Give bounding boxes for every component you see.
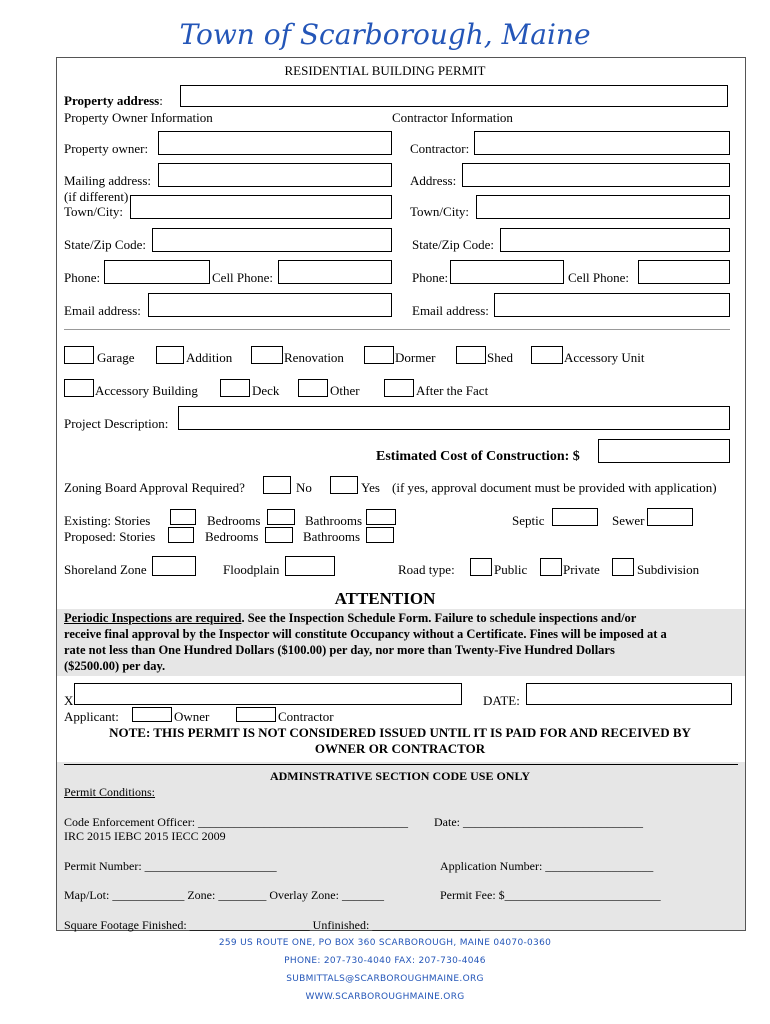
applicant-contractor-checkbox[interactable] xyxy=(236,707,276,722)
estimated-cost-label: Estimated Cost of Construction: $ xyxy=(376,449,580,464)
renovation-label: Renovation xyxy=(284,350,344,365)
contractor-phone-input[interactable] xyxy=(450,260,564,284)
admin-panel xyxy=(57,762,745,930)
contractor-town-input[interactable] xyxy=(476,195,730,219)
existing-bedrooms-label: Bedrooms xyxy=(207,513,261,528)
permit-fee-line: Permit Fee: $__________________________ xyxy=(440,888,661,902)
shed-checkbox[interactable] xyxy=(456,346,486,364)
public-label: Public xyxy=(494,562,528,577)
after-fact-label: After the Fact xyxy=(416,383,489,398)
admin-divider xyxy=(64,764,738,765)
footer-email[interactable]: SUBMITTALS@SCARBOROUGHMAINE.ORG xyxy=(286,974,484,984)
attention-heading: ATTENTION xyxy=(334,589,436,608)
contractor-info-heading: Contractor Information xyxy=(392,110,513,125)
subdivision-checkbox[interactable] xyxy=(612,558,634,576)
admin-heading: ADMINSTRATIVE SECTION CODE USE ONLY xyxy=(269,769,531,783)
existing-stories-input[interactable] xyxy=(170,509,196,525)
public-checkbox[interactable] xyxy=(470,558,492,576)
proposed-stories-label: Proposed: Stories xyxy=(64,529,156,544)
garage-checkbox[interactable] xyxy=(64,346,94,364)
square-footage-line: Square Footage Finished: ____________________ Unfinished: __________________ xyxy=(64,918,481,932)
if-different-label: (if different) xyxy=(64,189,129,204)
footer-phone: PHONE: 207-730-4040 FAX: 207-730-4046 xyxy=(284,956,486,966)
property-owner-label: Property owner: xyxy=(64,141,149,156)
contractor-cell-label: Cell Phone: xyxy=(568,270,630,285)
septic-checkbox[interactable] xyxy=(552,508,598,526)
addition-checkbox[interactable] xyxy=(156,346,184,364)
shed-label: Shed xyxy=(487,350,513,365)
existing-stories-label: Existing: Stories xyxy=(64,513,151,528)
attention-line-4: ($2500.00) per day. xyxy=(64,659,166,673)
existing-bathrooms-input[interactable] xyxy=(366,509,396,525)
contractor-state-input[interactable] xyxy=(500,228,730,252)
mailing-address-label: Mailing address: xyxy=(64,173,152,188)
zoning-no-label: No xyxy=(296,480,312,495)
contractor-address-input[interactable] xyxy=(462,163,730,187)
private-checkbox[interactable] xyxy=(540,558,562,576)
shoreland-zone-label: Shoreland Zone xyxy=(64,562,147,577)
date-label: DATE: xyxy=(483,693,520,708)
accessory-unit-label: Accessory Unit xyxy=(564,350,645,365)
contractor-phone-label: Phone: xyxy=(412,270,449,285)
project-description-input[interactable] xyxy=(178,406,730,430)
dormer-checkbox[interactable] xyxy=(364,346,394,364)
floodplain-label: Floodplain xyxy=(223,562,280,577)
zoning-no-checkbox[interactable] xyxy=(263,476,291,494)
owner-email-label: Email address: xyxy=(64,303,141,318)
project-description-label: Project Description: xyxy=(64,416,169,431)
admin-date-line: Date: ______________________________ xyxy=(434,815,643,829)
proposed-stories-input[interactable] xyxy=(168,527,194,543)
attention-line-3: rate not less than One Hundred Dollars ($100.00) per day, nor more than Twenty-Five Hundred Dollars xyxy=(64,643,615,657)
owner-info-heading: Property Owner Information xyxy=(64,110,213,125)
proposed-bedrooms-label: Bedrooms xyxy=(205,529,259,544)
proposed-bathrooms-input[interactable] xyxy=(366,527,394,543)
signature-input[interactable] xyxy=(74,683,462,705)
existing-bathrooms-label: Bathrooms xyxy=(305,513,363,528)
renovation-checkbox[interactable] xyxy=(251,346,283,364)
section-divider xyxy=(64,329,730,330)
contractor-town-label: Town/City: xyxy=(410,204,470,219)
permit-conditions-label: Permit Conditions: xyxy=(64,785,156,799)
contractor-email-input[interactable] xyxy=(494,293,730,317)
applicant-owner-label: Owner xyxy=(174,709,210,724)
other-checkbox[interactable] xyxy=(298,379,328,397)
applicant-owner-checkbox[interactable] xyxy=(132,707,172,722)
owner-email-input[interactable] xyxy=(148,293,392,317)
contractor-cell-input[interactable] xyxy=(638,260,730,284)
ceo-line: Code Enforcement Officer: ___________________________________ xyxy=(64,815,409,829)
zoning-label: Zoning Board Approval Required? xyxy=(64,480,245,495)
town-title: Town of Scarborough, Maine xyxy=(179,18,591,51)
date-input[interactable] xyxy=(526,683,732,705)
permit-title: RESIDENTIAL BUILDING PERMIT xyxy=(284,63,486,78)
permit-number-line: Permit Number: ______________________ xyxy=(64,859,277,873)
deck-label: Deck xyxy=(252,383,280,398)
other-label: Other xyxy=(330,383,360,398)
zoning-yes-label: Yes xyxy=(361,480,380,495)
existing-bedrooms-input[interactable] xyxy=(267,509,295,525)
contractor-input[interactable] xyxy=(474,131,730,155)
after-fact-checkbox[interactable] xyxy=(384,379,414,397)
permit-note-line-1: NOTE: THIS PERMIT IS NOT CONSIDERED ISSUED UNTIL IT IS PAID FOR AND RECEIVED BY xyxy=(109,725,691,740)
garage-label: Garage xyxy=(97,350,135,365)
accessory-building-checkbox[interactable] xyxy=(64,379,94,397)
addition-label: Addition xyxy=(186,350,233,365)
owner-cell-input[interactable] xyxy=(278,260,392,284)
accessory-building-label: Accessory Building xyxy=(95,383,198,398)
mailing-address-input[interactable] xyxy=(158,163,392,187)
attention-line-2: receive final approval by the Inspector will constitute Occupancy without a Certificate. Fines will be imposed at a xyxy=(64,627,667,641)
estimated-cost-input[interactable] xyxy=(598,439,730,463)
dormer-label: Dormer xyxy=(395,350,436,365)
floodplain-checkbox[interactable] xyxy=(285,556,335,576)
attention-line-1: Periodic Inspections are required. See the Inspection Schedule Form. Failure to schedule inspections and/or xyxy=(64,611,637,625)
permit-note-line-2: OWNER OR CONTRACTOR xyxy=(314,741,486,756)
property-address-label: Property address: xyxy=(64,93,163,108)
owner-phone-label: Phone: xyxy=(64,270,101,285)
road-type-label: Road type: xyxy=(398,562,455,577)
property-address-input[interactable] xyxy=(180,85,728,107)
owner-state-input[interactable] xyxy=(152,228,392,252)
shoreland-zone-checkbox[interactable] xyxy=(152,556,196,576)
code-versions: IRC 2015 IEBC 2015 IECC 2009 xyxy=(64,829,226,843)
septic-label: Septic xyxy=(512,513,545,528)
footer-website[interactable]: WWW.SCARBOROUGHMAINE.ORG xyxy=(305,992,465,1002)
owner-town-input[interactable] xyxy=(130,195,392,219)
proposed-bedrooms-input[interactable] xyxy=(265,527,293,543)
applicant-contractor-label: Contractor xyxy=(278,709,334,724)
contractor-email-label: Email address: xyxy=(412,303,489,318)
application-number-line: Application Number: __________________ xyxy=(440,859,654,873)
private-label: Private xyxy=(563,562,600,577)
deck-checkbox[interactable] xyxy=(220,379,250,397)
contractor-label: Contractor: xyxy=(410,141,470,156)
contractor-state-label: State/Zip Code: xyxy=(412,237,494,252)
footer-address: 259 US ROUTE ONE, PO BOX 360 SCARBOROUGH, MAINE 04070-0360 xyxy=(218,938,552,948)
sewer-label: Sewer xyxy=(612,513,645,528)
owner-state-label: State/Zip Code: xyxy=(64,237,146,252)
zoning-yes-checkbox[interactable] xyxy=(330,476,358,494)
owner-phone-input[interactable] xyxy=(104,260,210,284)
signature-x: X xyxy=(64,693,74,708)
subdivision-label: Subdivision xyxy=(637,562,700,577)
property-owner-input[interactable] xyxy=(158,131,392,155)
accessory-unit-checkbox[interactable] xyxy=(531,346,563,364)
zoning-note: (if yes, approval document must be provided with application) xyxy=(392,480,717,495)
map-lot-line: Map/Lot: ____________ Zone: ________ Overlay Zone: _______ xyxy=(64,888,384,902)
applicant-label: Applicant: xyxy=(64,709,119,724)
owner-cell-label: Cell Phone: xyxy=(212,270,274,285)
proposed-bathrooms-label: Bathrooms xyxy=(303,529,361,544)
owner-town-label: Town/City: xyxy=(64,204,124,219)
sewer-checkbox[interactable] xyxy=(647,508,693,526)
contractor-address-label: Address: xyxy=(410,173,457,188)
